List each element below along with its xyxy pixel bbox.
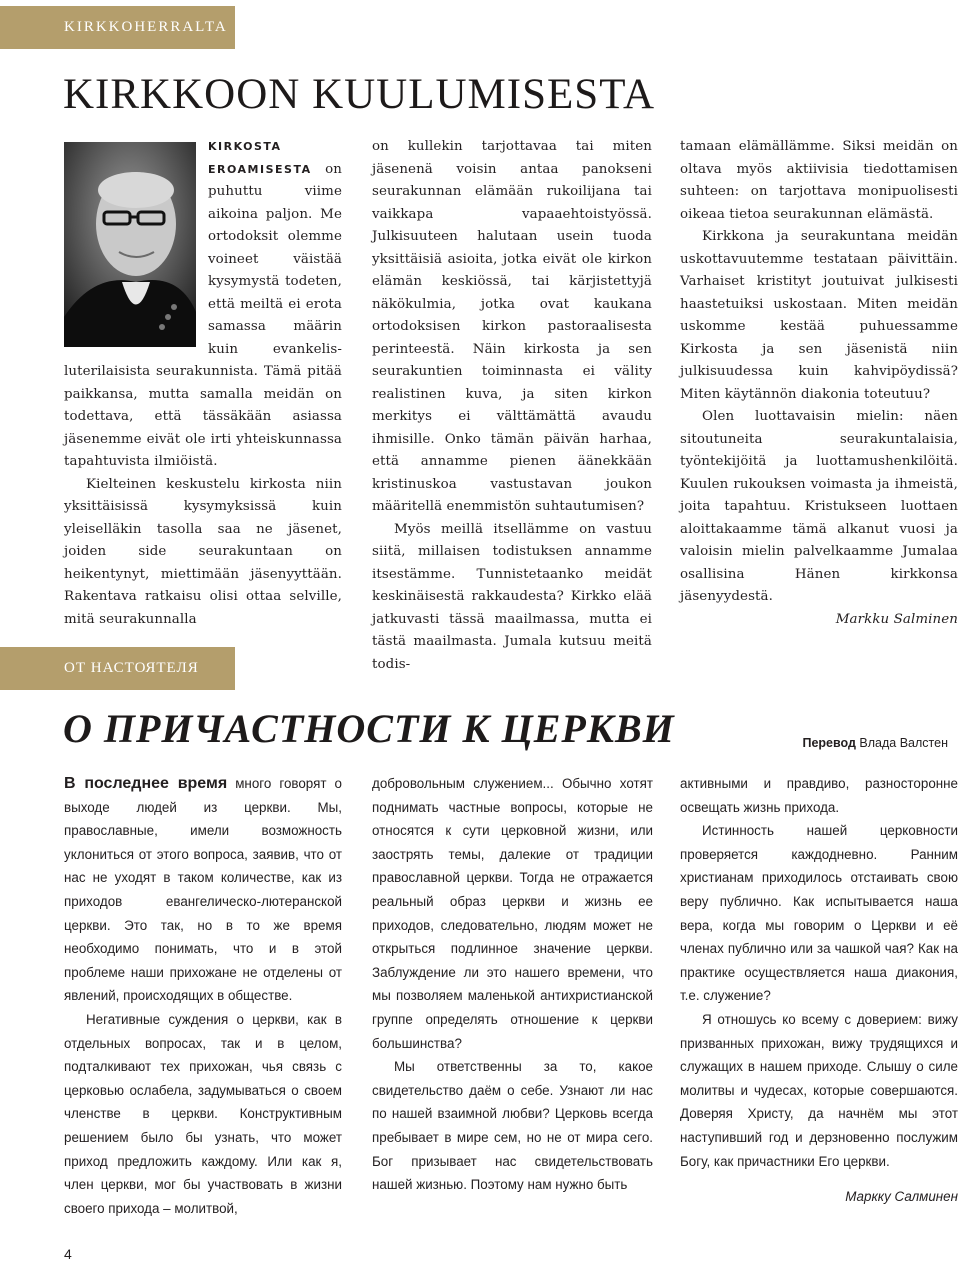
lead-in-fi: KIRKOSTA EROAMISESTA (208, 140, 312, 176)
section-label-ru-text: ОТ НАСТОЯТЕЛЯ (64, 660, 199, 676)
signature-fi: Markku Salminen (835, 611, 958, 627)
paragraph: Myös meillä itsellämme on vastuu siitä, millaisen todistuksen annamme itsestämme. Tunnistetaanko meidät keskinäisestä rakkaudesta? Kirkko elää jatkuvasti tässä maailmassa, mutta ei tästä maailmasta. Jumala kutsuu meitä todis- (372, 521, 652, 672)
paragraph: Kielteinen keskustelu kirkosta niin yksittäisissä kysymyksissä kuin yleiselläkin tasolla saa ne jäsenet, joiden side seurakuntaan on heikentynyt, miettimään jäsenyyttään. Rakentava ratkaisu olisi ottaa selville, mitä seurakunnalla (64, 476, 342, 627)
signature-ru: Маркку Салминен (845, 1189, 958, 1205)
fi-column-1 (64, 136, 342, 627)
paragraph: добровольным служением... Обычно хотят поднимать частные вопросы, которые не относятся к сути церковной жизни, или заострять темы, далекие от традиции православной церкви. Тогда не отражается реальный образ церкви и жизнь ее приходов, следовательно, людям может не открыться подлинное значение церкви. Заблуждение ли это нашего времени, что мы позволяем маленькой антихристианской группе определять отношение к церкви большинства? (372, 776, 653, 1051)
author-portrait (64, 142, 196, 347)
article-title-fi: KIRKKOON KUULUMISESTA (63, 71, 656, 118)
paragraph: Olen luottavaisin mielin: näen sitoutuneita seurakuntalaisia, työntekijöitä ja luottamushenkilöitä. Kuulen rukouksen voimasta ja ihmeistä, joita tapahtuu. Kristukseen luottaen aloittakaamme tämä alkanut vuosi ja valoisin mielin palvelkaamme Jumalaa osallisina Hänen kirkkonsa jäsenyydestä. (680, 409, 958, 604)
ru-column-1 (64, 772, 342, 1216)
page-number: 4 (64, 1246, 72, 1262)
paragraph: много говорят о выходе людей из церкви. Мы, православные, имели возможность уклониться от этого вопроса, заявив, что от нас не уходят в таком количестве, как из приходов евангелическо-лютеранской церкви. Это так, но в то же время необходимо понимать, что и в этой проблеме наши прихожане не отделены от явлений, происходящих в обществе. (64, 776, 342, 1004)
paragraph: Истинность нашей церковности проверяется каждодневно. Ранним христианам приходилось отстаивать свою веру публично. Как испытывается наша вера, когда мы говорим о Церкви и её членах публично или за чашкой чая? Как на практике осуществляется наша диакония, т.е. служение? (680, 823, 958, 1004)
paragraph: Я отношусь ко всему с доверием: вижу призванных прихожан, вижу трудящихся и служащих в нашем приходе. Слышу о силе молитвы и чудесах, которые совершаются. Доверяя Христу, да начнём мы этот наступивший год и дерзновенно послужим Богу, как причастники Его церкви. (680, 1011, 958, 1169)
paragraph: on puhuttu viime aikoina paljon. Me ortodoksit olemme voineet väistää kysymystä todeten, että meiltä ei erota samassa määrin kuin evankelis-luterilaisista seurakunnista. Tämä pitää paikkansa, mutta samalla meidän on todettava, että tässäkään asiassa jäsenemme eivät ole irti yhteiskunnassa tapahtuvista ilmiöistä. (64, 161, 342, 469)
paragraph: Kirkkona ja seurakuntana meidän uskottavuutemme testataan päivittäin. Varhaiset kristityt joutuivat julkisesti haastetuiksi uskostaan. Miten meidän uskomme kestää puhuessamme Kirkosta ja sen jäsenistä niin julkisuudessa kuin kahvipöydissä? Miten käytännön diakonia toteutuu? (680, 229, 958, 402)
lead-in-ru: В последнее время (64, 775, 228, 792)
translator-name: Влада Валстен (859, 736, 948, 750)
paragraph: tamaan elämällämme. Siksi meidän on oltava myös aktiivisia tiedottamisen suhteen: on tarjottava monipuolisesti oikeaa tietoa seurakunnan elämästä. (680, 139, 958, 222)
paragraph: Негативные суждения о церкви, как в отдельных вопросах, так и в целом, подталкивают тех прихожан, чья связь с церковью ослабела, задумываться о своем членстве в церкви. Конструктивным решением было бы узнать, что может приход предложить каждому. Или как я, член церкви, мог бы участвовать в жизни своего прихода – молитвой, (64, 1011, 342, 1216)
translator-label: Перевод (802, 736, 856, 750)
paragraph: Мы ответственны за то, какое свидетельство даём о себе. Узнают ли нас по нашей взаимной любви? Церковь всегда пребывает в мире сем, но не от мира сего. Бог призывает нас свидетельствовать нашей жизнью. Поэтому нам нужно быть (372, 1059, 653, 1193)
paragraph: активными и правдиво, разносторонне освещать жизнь прихода. (680, 776, 958, 815)
fi-column-3 (680, 136, 958, 627)
ru-column-2 (372, 772, 653, 1212)
translator-credit (802, 736, 948, 750)
section-label-ru (0, 647, 235, 690)
section-label-fi (0, 6, 235, 49)
article-title-ru: О ПРИЧАСТНОСТИ К ЦЕРКВИ (63, 706, 675, 751)
ru-column-3 (680, 772, 958, 1217)
fi-column-2 (372, 136, 652, 672)
section-label-fi-text: KIRKKOHERRALTA (64, 19, 228, 35)
paragraph: on kullekin tarjottavaa tai miten jäsenenä voisin antaa panokseni seurakunnan elämään rukoilijana tai vaikkapa vapaaehtoistyössä. Julkisuuteen halutaan usein tuoda yksittäisiä asioita, jotka eivät ole kirkon elämän keskiössä, tai kärjistettyjä näkökulmia, jotka ovat kaukana ortodoksisen kirkon pastoraalisesta perinteestä. Näin kirkosta ja sen seurakuntien toiminnasta ei välity realistinen kuva, ja siten kirkon merkitys ei välttämättä avaudu ihmisille. Onko tämän päivän harhaa, että annamme pienen äänekkään kristinuskoa vastustavan joukon määritellä enemmistön suhtautumisen? (372, 139, 652, 514)
